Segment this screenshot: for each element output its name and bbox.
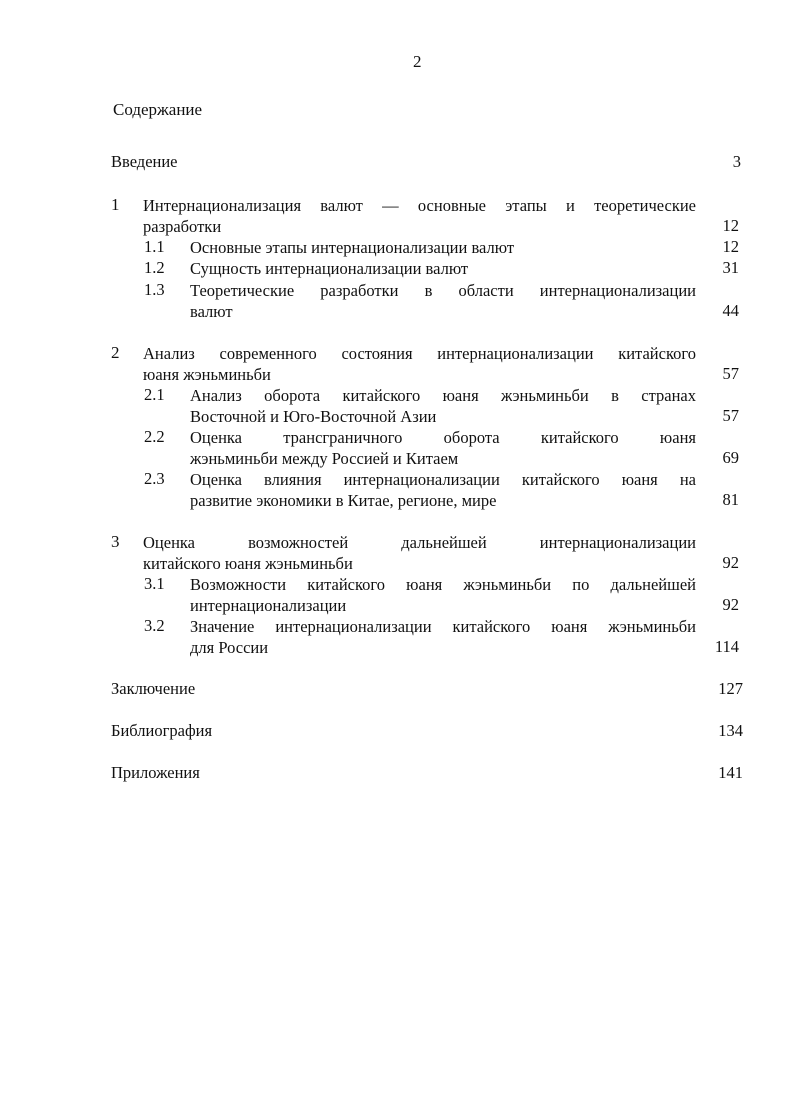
section-title[interactable]: Оценка влияния интернационализации китайского юаня на — [190, 470, 696, 489]
section-number: 1.2 — [144, 258, 165, 277]
chapter-title[interactable]: Анализ современного состояния интернационализации китайского — [143, 344, 696, 363]
section-page: 92 — [722, 595, 739, 614]
section-title-cont[interactable]: Восточной и Юго-Восточной Азии — [190, 407, 437, 426]
entry-page: 127 — [718, 679, 743, 698]
section-title-cont[interactable]: интернационализации — [190, 596, 347, 615]
entry-label: Заключение — [111, 679, 196, 698]
section-title[interactable]: Сущность интернационализации валют — [190, 259, 469, 278]
section-title[interactable]: Основные этапы интернационализации валют — [190, 238, 515, 257]
section-title[interactable]: Значение интернационализации китайского юаня жэньминьби — [190, 617, 696, 636]
chapter-page: 12 — [722, 216, 739, 235]
section-number: 3.2 — [144, 616, 165, 635]
section-number: 2.3 — [144, 469, 165, 488]
section-page: 69 — [722, 448, 739, 467]
section-page: 12 — [722, 237, 739, 256]
chapter-number: 3 — [111, 532, 120, 551]
entry-page: 141 — [718, 763, 743, 782]
section-page: 44 — [722, 301, 739, 320]
chapter-number: 1 — [111, 195, 120, 214]
chapter-title-cont[interactable]: разработки — [143, 217, 222, 236]
toc-title: Содержание — [113, 100, 203, 119]
section-page: 81 — [722, 490, 739, 509]
section-number: 1.1 — [144, 237, 165, 256]
chapter-number: 2 — [111, 343, 120, 362]
section-title[interactable]: Возможности китайского юаня жэньминьби по дальнейшей — [190, 575, 696, 594]
section-page: 31 — [722, 258, 739, 277]
page-number: 2 — [413, 52, 422, 71]
section-title[interactable]: Анализ оборота китайского юаня жэньминьби в странах — [190, 386, 696, 405]
section-page: 114 — [714, 637, 739, 656]
section-number: 3.1 — [144, 574, 165, 593]
section-title-cont[interactable]: для России — [190, 638, 269, 657]
section-number: 1.3 — [144, 280, 165, 299]
section-number: 2.1 — [144, 385, 165, 404]
chapter-title[interactable]: Оценка возможностей дальнейшей интернационализации — [143, 533, 696, 552]
section-title[interactable]: Теоретические разработки в области интернационализации — [190, 281, 696, 300]
section-page: 57 — [722, 406, 739, 425]
chapter-page: 57 — [722, 364, 739, 383]
chapter-page: 92 — [722, 553, 739, 572]
section-title-cont[interactable]: развитие экономики в Китае, регионе, мире — [190, 491, 497, 510]
section-number: 2.2 — [144, 427, 165, 446]
chapter-title-cont[interactable]: китайского юаня жэньминьби — [143, 554, 353, 573]
entry-label: Библиография — [111, 721, 213, 740]
entry-label: Приложения — [111, 763, 200, 782]
section-title-cont[interactable]: валют — [190, 302, 233, 321]
entry-page: 3 — [732, 152, 741, 171]
chapter-title-cont[interactable]: юаня жэньминьби — [143, 365, 271, 384]
section-title-cont[interactable]: жэньминьби между Россией и Китаем — [190, 449, 459, 468]
entry-label: Введение — [111, 152, 178, 171]
chapter-title[interactable]: Интернационализация валют — основные этапы и теоретические — [143, 196, 696, 215]
section-title[interactable]: Оценка трансграничного оборота китайского юаня — [190, 428, 696, 447]
entry-page: 134 — [718, 721, 743, 740]
